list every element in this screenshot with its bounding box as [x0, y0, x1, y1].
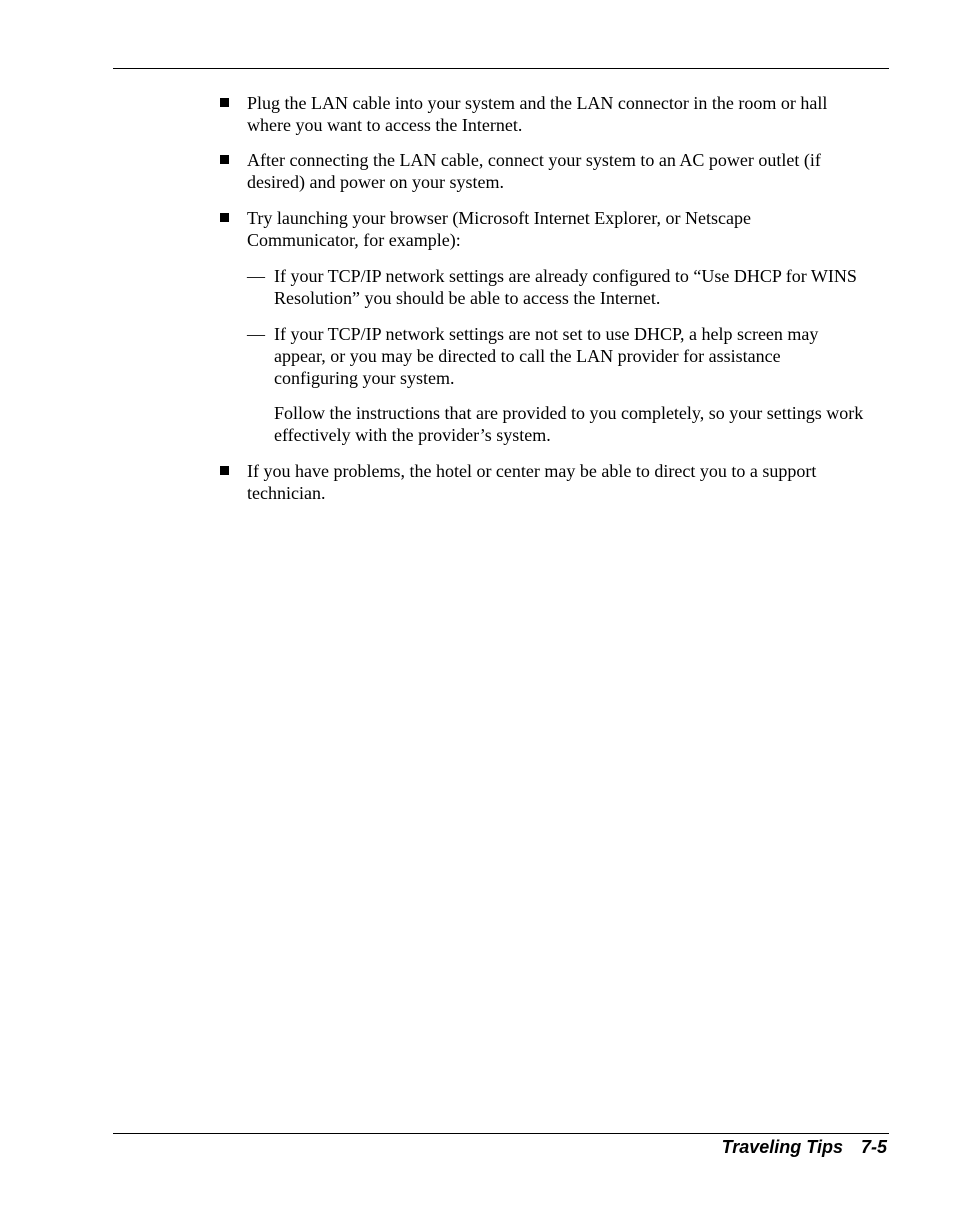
follow-instructions-note: Follow the instructions that are provided to you completely, so your settings work effectively with the provider’s system.	[274, 403, 864, 445]
header-rule	[113, 68, 889, 69]
em-dash-icon: —	[247, 266, 265, 286]
bullet-item-lan-cable: Plug the LAN cable into your system and the LAN connector in the room or hall where you want to access the Internet.	[247, 93, 828, 135]
subitem-dhcp-configured: If your TCP/IP network settings are already configured to “Use DHCP for WINS Resolution” you should be able to access the Internet.	[274, 266, 857, 308]
bullet-item-browser: Try launching your browser (Microsoft Internet Explorer, or Netscape Communicator, for example):	[247, 208, 751, 250]
square-bullet-icon	[220, 155, 229, 164]
bullet-item-power: After connecting the LAN cable, connect your system to an AC power outlet (if desired) and power on your system.	[247, 150, 821, 192]
em-dash-icon: —	[247, 324, 265, 344]
bullet-item-support: If you have problems, the hotel or center may be able to direct you to a support technician.	[247, 461, 817, 503]
page-number: 7-5	[860, 1137, 887, 1157]
footer-section-title: Traveling Tips	[721, 1137, 843, 1157]
footer-rule	[113, 1133, 889, 1134]
square-bullet-icon	[220, 98, 229, 107]
page-footer	[722, 1136, 887, 1158]
square-bullet-icon	[220, 466, 229, 475]
subitem-dhcp-not-set: If your TCP/IP network settings are not set to use DHCP, a help screen may appear, or you may be directed to call the LAN provider for assistance configuring your system.	[274, 324, 819, 388]
square-bullet-icon	[220, 213, 229, 222]
